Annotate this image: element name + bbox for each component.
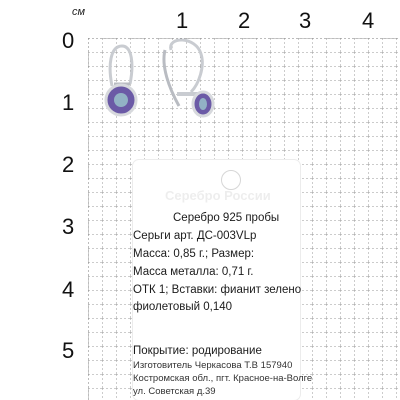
label-plating: Покрытие: родирование [133,345,262,357]
watermark-logo: Серебро России [165,188,271,203]
x-tick-3: 3 [299,8,312,33]
label-header: Серебро 925 пробы [173,212,280,224]
label-article: Серьги арт. ДС-003VLp [133,230,257,242]
x-tick-4: 4 [362,8,375,33]
label-maker-3: ул. Советская д.39 [133,386,216,397]
label-metal-mass: Масса металла: 0,71 г. [133,266,254,278]
earring-right [151,36,221,131]
label-mass: Масса: 0,85 г.; Размер: [133,248,255,260]
label-maker-2: Костромская обл., пгт. Красное-на-Волге [133,373,313,384]
y-tick-0: 0 [62,28,75,53]
hang-hole [221,170,241,190]
y-tick-2: 2 [62,152,75,177]
y-tick-4: 4 [62,277,75,302]
label-inserts-1: ОТК 1; Вставки: фианит зелено [133,284,302,296]
x-tick-1: 1 [176,8,189,33]
y-tick-3: 3 [62,214,75,239]
y-tick-5: 5 [62,338,75,363]
y-tick-1: 1 [62,90,75,115]
label-maker-1: Изготовитель Черкасова Т.В 157940 [133,360,293,371]
earring-left [92,36,152,126]
unit-label: см [72,6,86,18]
x-tick-2: 2 [238,8,251,33]
label-inserts-2: фиолетовый 0,140 [133,301,233,313]
